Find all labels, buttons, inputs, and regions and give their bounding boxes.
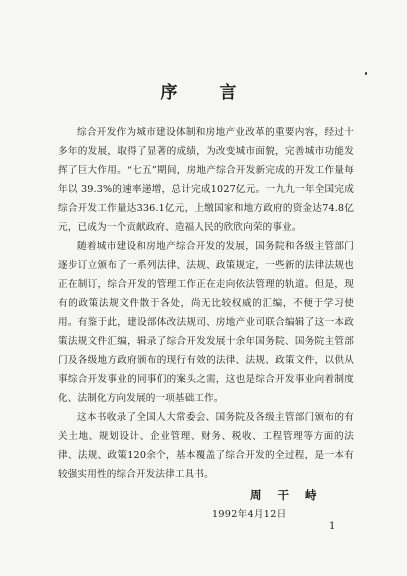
page-title: 序 言 [160,83,255,103]
paragraph-3: 这本书收录了全国人大常委会、国务院及各级主管部门颁布的有关土地、规划设计、企业管理、财务、税收、工程管理等方面的法律、法规、政策120余个，基本覆盖了综合开发的全过程，是一本有较强实用性的综合开发法律工具书。 [58,412,354,480]
preface-body [58,123,354,484]
preface-date: 1992年4月12日 [212,509,287,520]
author-signature: 周 干 峙 [250,488,323,502]
paragraph-1: 综合开发作为城市建设体制和房地产业改革的重要内容，经过十多年的发展，取得了显著的成绩，为改变城市面貌，完善城市功能发挥了巨大作用。“七五”期间，房地产综合开发新完成的开发工作量每年以 39.3%的速率递增，总计完成1027亿元。一九九一年全国完成综合开发工作量达336.1亿元，上缴国家和地方政府的资金达74.8亿元，已成为一个贡献政府、造福人民的欣欣向荣的事业。 [58,127,354,233]
page-number: 1 [329,521,336,532]
print-speck [365,72,367,75]
paragraph-2: 随着城市建设和房地产综合开发的发展，国务院和各级主管部门逐步订立颁布了一系列法律、法规、政策规定，一些新的法律法规也正在制订，综合开发的管理工作正在走向依法管理的轨道。但是，现有的政策法规文件散于各处，尚无比较权威的汇编，不便于学习使用。有鉴于此，建设部体改法规司、房地产业司联合编辑了这一本政策法规文件汇编，辑录了综合开发发展十余年国务院、国务院主管部门及各级地方政府颁布的现行有效的法律、法规、政策文件，以供从事综合开发事业的同事们的案头之需，这也是综合开发事业向着制度化、法制化方向发展的一项基础工作。 [58,241,354,404]
